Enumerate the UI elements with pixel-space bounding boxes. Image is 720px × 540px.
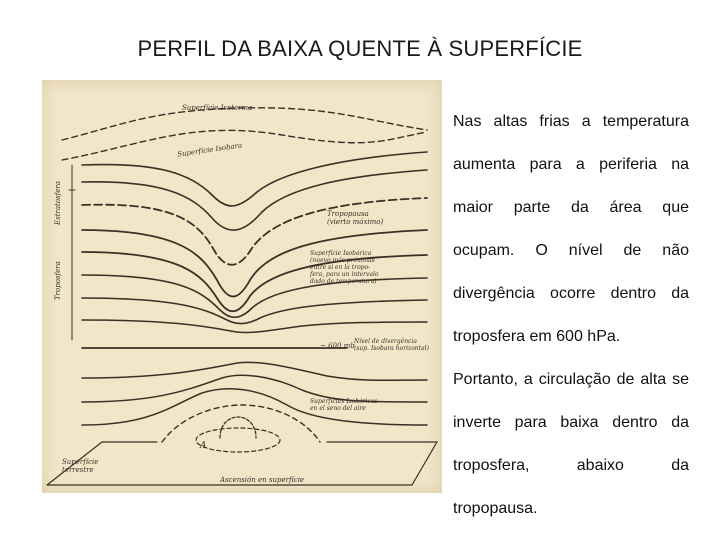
low-pressure-profile-figure — [42, 80, 442, 493]
isobar-label: Superfície Isobara — [176, 141, 243, 159]
low-center-ellipse — [196, 428, 280, 452]
isotherm-label: Superfície Isoterma — [182, 104, 253, 112]
isobar-line — [82, 298, 427, 324]
explanation-text — [453, 100, 689, 530]
surface-label: Superfície terrestre — [62, 458, 99, 474]
isobar-line — [82, 320, 427, 333]
isobaric-within-label: Superfícies Isobáricas en el seno del aire — [310, 398, 378, 412]
ascent-label: Ascensión en superfície — [220, 476, 305, 484]
isobaric-note-label: Superfície Isobárica (nuevo más próximas entre si en la tropo- fera, para un intervalo dado de temperatura) — [310, 250, 379, 285]
isobar-line — [62, 130, 427, 160]
low-symbol: A — [200, 441, 207, 451]
isobar-line — [82, 152, 427, 206]
stratosphere-label: Estratosfera — [54, 181, 62, 225]
slide-title: PERFIL DA BAIXA QUENTE À SUPERFÍCIE — [137, 36, 583, 61]
paragraph-1: Nas altas frias a temperatura aumenta para a periferia na maior parte da área que ocupam. O nível de não divergência ocorre dentro da troposfera em 600 hPa. — [453, 113, 689, 345]
isotherm-line — [62, 108, 427, 140]
paragraph-2: Portanto, a circulação de alta se inverte para baixa dentro da troposfera, abaixo da tropopausa. — [453, 371, 689, 517]
divergence-label: Nível de divergência (sup. Isobara horizontal) — [354, 338, 429, 352]
profile-diagram — [42, 80, 442, 493]
divergence-level-value: ~ 600 mb — [320, 342, 355, 350]
isobar-line — [82, 362, 427, 380]
circulation-line — [162, 405, 320, 442]
tropopause-label: Tropopausa (vierto máximo) — [327, 210, 384, 226]
troposphere-label: Troposfera — [54, 261, 62, 300]
